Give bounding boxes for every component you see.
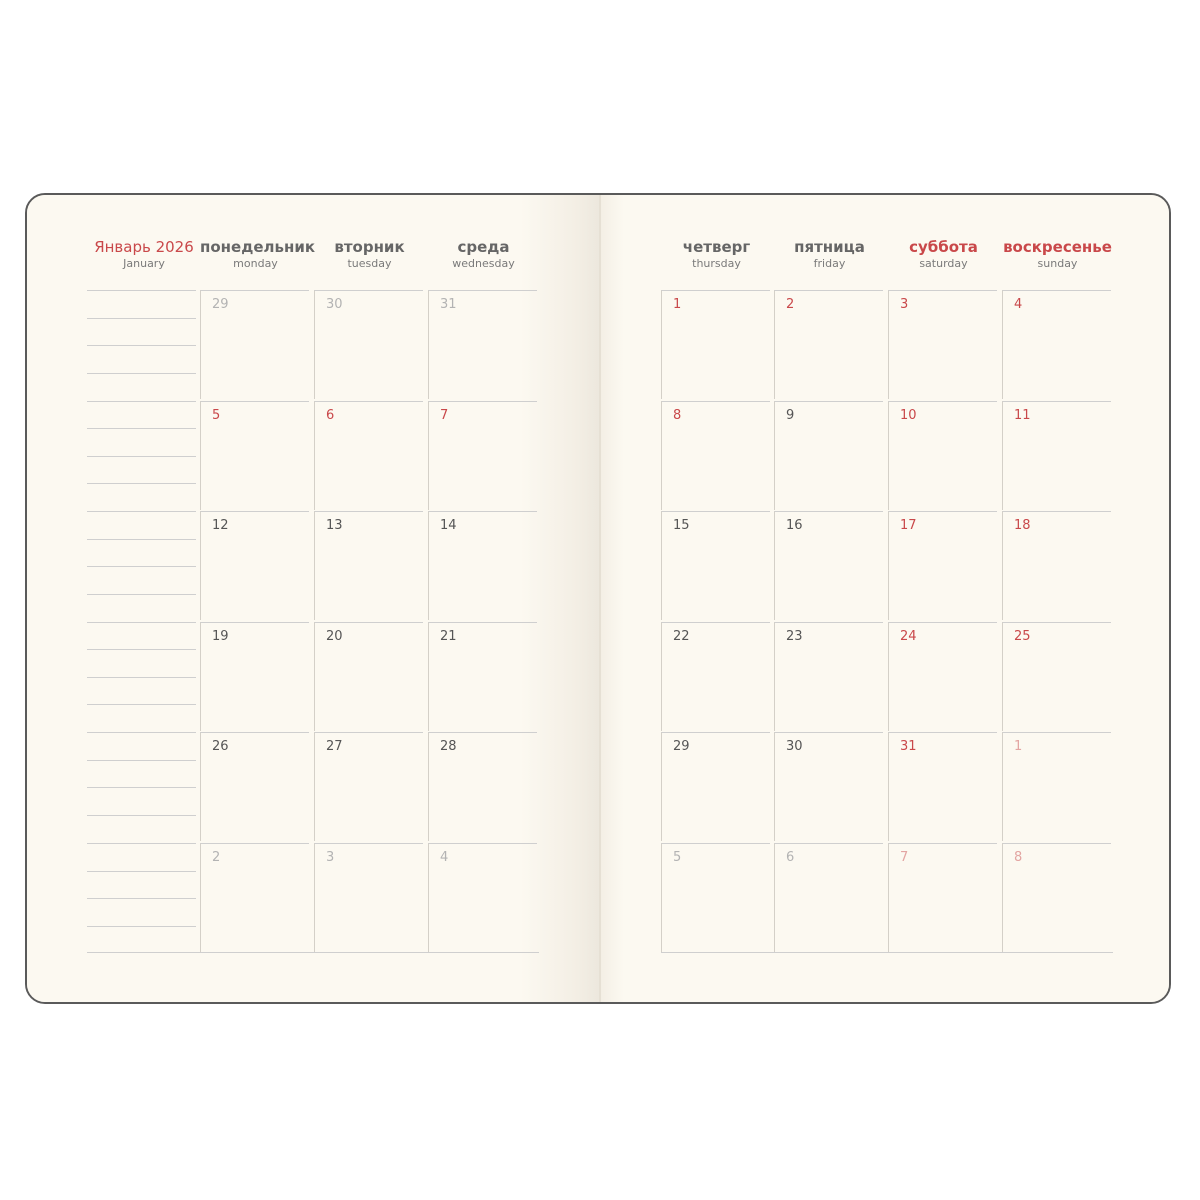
day-cell[interactable] [1002,622,1111,731]
day-cell[interactable] [888,843,997,952]
grid-bottom-line [87,952,539,953]
note-line [87,401,196,402]
day-cell[interactable] [888,622,997,731]
note-line [87,539,196,540]
day-number: 25 [1014,628,1031,644]
day-number: 3 [326,850,335,865]
note-line [87,345,196,346]
day-number: 17 [900,518,917,534]
day-number: 5 [212,407,221,423]
day-name-en: monday [233,257,278,270]
day-cell[interactable] [1002,511,1111,620]
day-name-ru: пятница [794,238,865,256]
day-name-en: wednesday [452,257,515,270]
note-line [87,871,196,872]
day-name-en: saturday [919,257,968,270]
day-cell[interactable] [774,511,883,620]
day-cell[interactable] [428,732,537,841]
week-notes[interactable] [87,401,196,511]
week-notes[interactable] [87,511,196,621]
right-page [601,195,1171,1002]
day-cell[interactable] [774,732,883,841]
month-subtitle: January [123,257,165,270]
day-cell[interactable] [200,843,309,952]
day-number: 30 [326,297,343,312]
day-number: 31 [900,739,917,755]
day-number: 8 [673,407,682,423]
day-number: 8 [1014,850,1023,865]
day-cell[interactable] [1002,401,1111,510]
day-number: 23 [786,628,803,644]
day-number: 14 [440,518,457,534]
day-name-en: thursday [692,257,741,270]
day-cell[interactable] [200,511,309,620]
day-name-ru: воскресенье [1003,238,1112,256]
note-line [87,318,196,319]
note-line [87,373,196,374]
day-number: 5 [673,850,682,865]
day-cell[interactable] [661,511,770,620]
day-cell[interactable] [200,732,309,841]
day-cell[interactable] [774,401,883,510]
note-line [87,704,196,705]
day-cell[interactable] [888,732,997,841]
grid-bottom-line [661,952,1113,953]
day-number: 31 [440,297,457,312]
day-name-en: tuesday [347,257,392,270]
day-number: 24 [900,628,917,644]
day-name-ru: четверг [682,238,751,256]
day-header-thursday [661,240,772,269]
day-number: 21 [440,628,457,644]
note-line [87,649,196,650]
day-cell[interactable] [774,290,883,399]
note-line [87,622,196,623]
day-cell[interactable] [774,622,883,731]
day-number: 1 [673,297,682,312]
note-line [87,456,196,457]
day-number: 27 [326,739,343,755]
day-number: 29 [673,739,690,755]
day-cell[interactable] [314,401,423,510]
day-number: 12 [212,518,229,534]
note-line [87,566,196,567]
month-header [84,240,204,269]
day-header-sunday [1002,240,1113,269]
note-line [87,483,196,484]
note-line [87,732,196,733]
month-title: Январь 2026 [94,238,194,256]
week-notes[interactable] [87,843,196,953]
day-cell[interactable] [1002,290,1111,399]
day-cell[interactable] [314,290,423,399]
day-cell[interactable] [314,622,423,731]
day-number: 26 [212,739,229,755]
day-cell[interactable] [428,290,537,399]
day-number: 29 [212,297,229,312]
day-cell[interactable] [1002,732,1111,841]
day-number: 2 [786,297,795,312]
day-cell[interactable] [314,843,423,952]
day-number: 18 [1014,518,1031,534]
day-number: 30 [786,739,803,755]
day-name-en: sunday [1037,257,1078,270]
day-number: 15 [673,518,690,534]
note-line [87,815,196,816]
note-line [87,787,196,788]
day-cell[interactable] [314,511,423,620]
note-line [87,760,196,761]
day-cell[interactable] [200,290,309,399]
day-name-ru: среда [457,238,510,256]
day-header-saturday [888,240,999,269]
day-cell[interactable] [428,622,537,731]
day-cell[interactable] [661,732,770,841]
day-name-en: friday [813,257,846,270]
day-number: 7 [900,850,909,865]
day-cell[interactable] [888,511,997,620]
left-page [27,195,601,1002]
day-number: 2 [212,850,221,865]
day-cell[interactable] [888,401,997,510]
day-number: 7 [440,407,449,423]
note-line [87,428,196,429]
day-number: 19 [212,628,229,644]
week-notes[interactable] [87,622,196,732]
day-cell[interactable] [314,732,423,841]
day-number: 11 [1014,407,1031,423]
day-cell[interactable] [661,401,770,510]
day-number: 28 [440,739,457,755]
day-number: 4 [440,850,449,865]
day-number: 10 [900,407,917,423]
day-number: 3 [900,297,909,312]
day-header-monday [200,238,316,270]
day-cell[interactable] [774,843,883,952]
day-name-ru: вторник [334,238,405,256]
note-line [87,594,196,595]
day-number: 6 [326,407,335,423]
note-line [87,290,196,291]
day-number: 22 [673,628,690,644]
day-cell[interactable] [200,622,309,731]
note-line [87,511,196,512]
day-number: 4 [1014,297,1023,312]
day-number: 1 [1014,739,1023,755]
week-notes[interactable] [87,290,196,400]
day-cell[interactable] [1002,843,1111,952]
day-cell[interactable] [888,290,997,399]
note-line [87,677,196,678]
day-cell[interactable] [428,401,537,510]
day-cell[interactable] [428,843,537,952]
day-name-ru: суббота [909,238,978,256]
day-number: 20 [326,628,343,644]
day-cell[interactable] [200,401,309,510]
day-number: 9 [786,407,795,423]
note-line [87,898,196,899]
note-line [87,843,196,844]
note-line [87,926,196,927]
day-cell[interactable] [428,511,537,620]
day-cell[interactable] [661,843,770,952]
day-cell[interactable] [661,622,770,731]
day-number: 13 [326,518,343,534]
week-notes[interactable] [87,732,196,842]
day-name-ru: понедельник [200,238,316,256]
planner-spread [25,193,1171,1004]
day-number: 6 [786,850,795,865]
day-header-tuesday [314,240,425,269]
day-header-wednesday [428,240,539,269]
day-header-friday [774,240,885,269]
day-number: 16 [786,518,803,534]
day-cell[interactable] [661,290,770,399]
